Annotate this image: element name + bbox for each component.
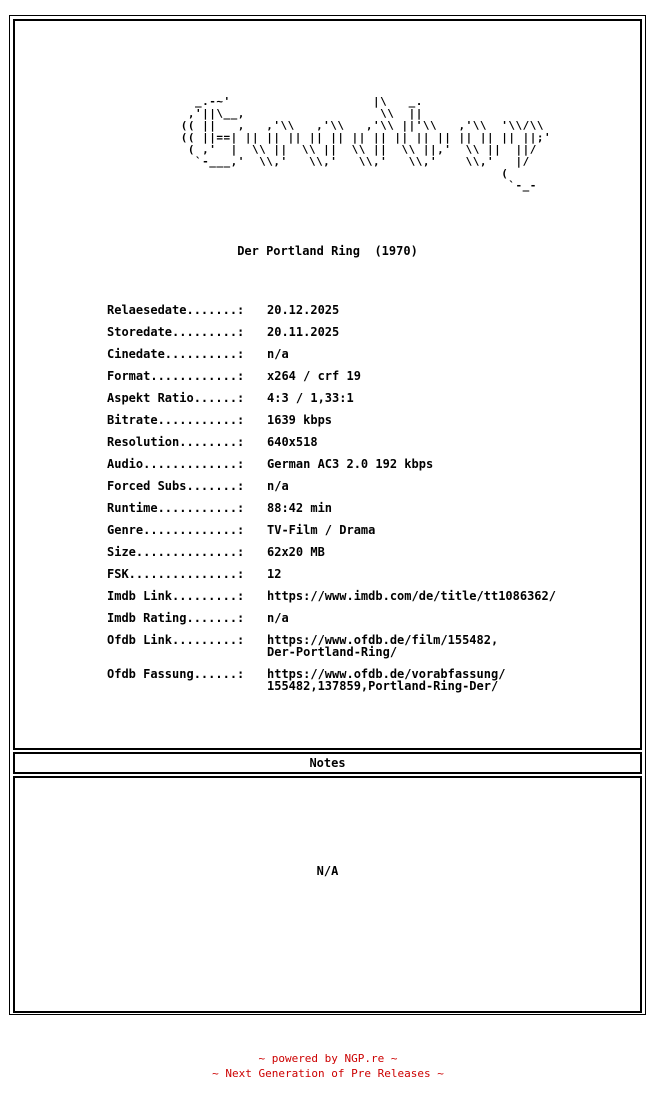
info-row [107, 668, 556, 692]
info-key: Resolution........: [107, 435, 245, 449]
info-row [107, 524, 556, 536]
info-value: n/a [267, 347, 289, 361]
info-row [107, 568, 556, 580]
info-key: Aspekt Ratio......: [107, 391, 245, 405]
info-key: Format............: [107, 369, 245, 383]
info-key: Audio.............: [107, 457, 245, 471]
info-value: 20.11.2025 [267, 325, 340, 339]
info-value: n/a [267, 611, 289, 625]
notes-label: Notes [309, 756, 346, 770]
info-row [107, 348, 556, 360]
info-row [107, 546, 556, 558]
info-key: Relaesedate.......: [107, 303, 245, 317]
notes-text: N/A [316, 864, 339, 878]
info-row [107, 480, 556, 492]
info-value: n/a [267, 479, 289, 493]
footer-tagline: ~ Next Generation of Pre Releases ~ [212, 1067, 444, 1080]
info-key: Runtime...........: [107, 501, 245, 515]
info-value: https://www.ofdb.de/film/155482, Der-Portland-Ring/ [267, 633, 499, 659]
info-key: Forced Subs.......: [107, 479, 245, 493]
info-row [107, 326, 556, 338]
info-row [107, 414, 556, 426]
info-value: x264 / crf 19 [267, 369, 361, 383]
info-list [107, 304, 556, 702]
info-row [107, 612, 556, 624]
info-value: 20.12.2025 [267, 303, 340, 317]
info-value: TV-Film / Drama [267, 523, 376, 537]
info-row [107, 370, 556, 382]
info-key: Bitrate...........: [107, 413, 245, 427]
info-key: Size..............: [107, 545, 245, 559]
info-row [107, 436, 556, 448]
info-key: Imdb Rating.......: [107, 611, 245, 625]
info-value: 640x518 [267, 435, 318, 449]
info-key: Ofdb Link.........: [107, 633, 245, 647]
notes-header [13, 752, 642, 774]
info-row [107, 392, 556, 404]
info-key: Ofdb Fassung......: [107, 667, 245, 681]
info-row [107, 634, 556, 658]
info-value: 12 [267, 567, 282, 581]
info-key: FSK...............: [107, 567, 245, 581]
ascii-logo: _.-~' |\ _. ,'||\__, \\ || (( || , ,'\\ ,'\\ ,'\\ ||'\\ ,'\\ '\\/\\ (( ||==| || || || || || || || || || || || || || ||;' ( ,' | \\ || \\ || \\ || \\ ||,' \\ || ||/ `-___,' \\,' \\,' \\,' \\,' \\,' |/ ( `-_- [180, 95, 552, 192]
info-key: Imdb Link.........: [107, 589, 245, 603]
info-value: 4:3 / 1,33:1 [267, 391, 354, 405]
nfo-frame [9, 15, 646, 1015]
notes-box [13, 776, 642, 1013]
info-key: Storedate.........: [107, 325, 245, 339]
info-row [107, 590, 556, 602]
info-key: Genre.............: [107, 523, 245, 537]
release-info-box [13, 19, 642, 750]
info-value: https://www.ofdb.de/vorabfassung/ 155482,137859,Portland-Ring-Der/ [267, 667, 506, 693]
info-value: 1639 kbps [267, 413, 333, 427]
info-row [107, 304, 556, 316]
info-value: German AC3 2.0 192 kbps [267, 457, 434, 471]
info-value: https://www.imdb.com/de/title/tt1086362/ [267, 589, 556, 603]
info-row [107, 458, 556, 470]
release-title: Der Portland Ring (1970) [237, 244, 418, 258]
info-value: 88:42 min [267, 501, 333, 515]
info-row [107, 502, 556, 514]
info-key: Cinedate..........: [107, 347, 245, 361]
footer-powered-by: ~ powered by NGP.re ~ [258, 1052, 398, 1065]
info-value: 62x20 MB [267, 545, 325, 559]
